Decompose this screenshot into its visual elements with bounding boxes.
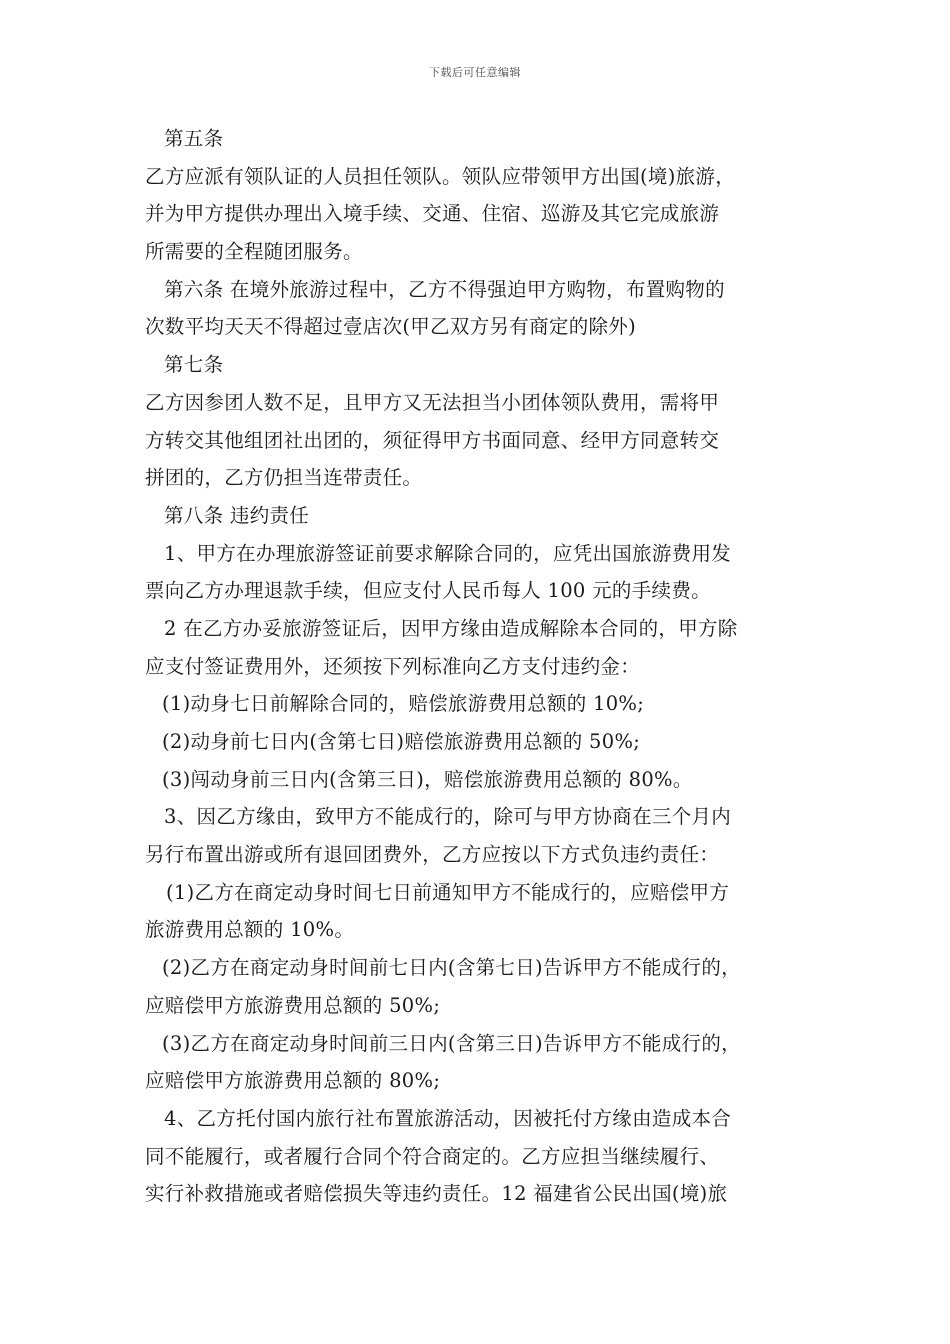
text-line: 次数平均天天不得超过壹店次(甲乙双方另有商定的除外) (145, 315, 637, 339)
article-heading: 第六条 在境外旅游过程中，乙方不得强迫甲方购物，布置购物的 (164, 277, 725, 301)
list-item: (3)乙方在商定动身时间前三日内(含第三日)告诉甲方不能成行的， (162, 1031, 741, 1055)
article-heading: 第八条 违约责任 (164, 503, 310, 527)
text-line: 同不能履行，或者履行合同个符合商定的。乙方应担当继续履行、 (145, 1144, 720, 1168)
text-line: 2 在乙方办妥旅游签证后，因甲方缘由造成解除本合同的，甲方除 (164, 616, 738, 640)
document-body (145, 120, 810, 1213)
list-item: (2)动身前七日内(含第七日)赔偿旅游费用总额的 50%; (162, 730, 641, 753)
text-line: 票向乙方办理退款手续，但应支付人民币每人 100 元的手续费。 (145, 579, 711, 603)
text-line: 拼团的，乙方仍担当连带责任。 (145, 466, 423, 490)
text-line: 4、乙方托付国内旅行社布置旅游活动，因被托付方缘由造成本合 (164, 1106, 732, 1130)
article-heading: 第七条 (164, 353, 224, 377)
list-item: (2)乙方在商定动身时间前七日内(含第七日)告诉甲方不能成行的， (162, 956, 741, 980)
text-line: 旅游费用总额的 10%。 (145, 918, 355, 942)
text-line: 应赔偿甲方旅游费用总额的 50%; (145, 993, 441, 1017)
text-line: 应赔偿甲方旅游费用总额的 80%; (145, 1069, 441, 1093)
text-line: 乙方应派有领队证的人员担任领队。领队应带领甲方出国(境)旅游， (145, 164, 736, 188)
text-line: 另行布置出游或所有退回团费外，乙方应按以下方式负违约责任： (145, 843, 720, 867)
text-line: 实行补救措施或者赔偿损失等违约责任。12 福建省公民出国(境)旅 (145, 1182, 728, 1206)
page-header: 下载后可任意编辑 (429, 66, 521, 79)
article-heading: 第五条 (164, 127, 224, 150)
text-line: 应支付签证费用外，还须按下列标准向乙方支付违约金： (145, 654, 641, 678)
text-line: 所需要的全程随团服务。 (145, 240, 363, 264)
text-line: 3、因乙方缘由，致甲方不能成行的，除可与甲方协商在三个月内 (164, 805, 732, 829)
list-item: (1)乙方在商定动身时间七日前通知甲方不能成行的，应赔偿甲方 (166, 880, 730, 904)
text-line: 并为甲方提供办理出入境手续、交通、住宿、巡游及其它完成旅游 (145, 202, 720, 226)
text-line: 方转交其他组团社出团的，须征得甲方书面同意、经甲方同意转交 (145, 428, 720, 452)
text-line: 乙方因参团人数不足，且甲方又无法担当小团体领队费用，需将甲 (145, 390, 720, 414)
text-line: 1、甲方在办理旅游签证前要求解除合同的，应凭出国旅游费用发 (164, 541, 732, 565)
list-item: (1)动身七日前解除合同的，赔偿旅游费用总额的 10%; (162, 692, 645, 716)
list-item: (3)闯动身前三日内(含第三日)，赔偿旅游费用总额的 80%。 (162, 767, 693, 791)
